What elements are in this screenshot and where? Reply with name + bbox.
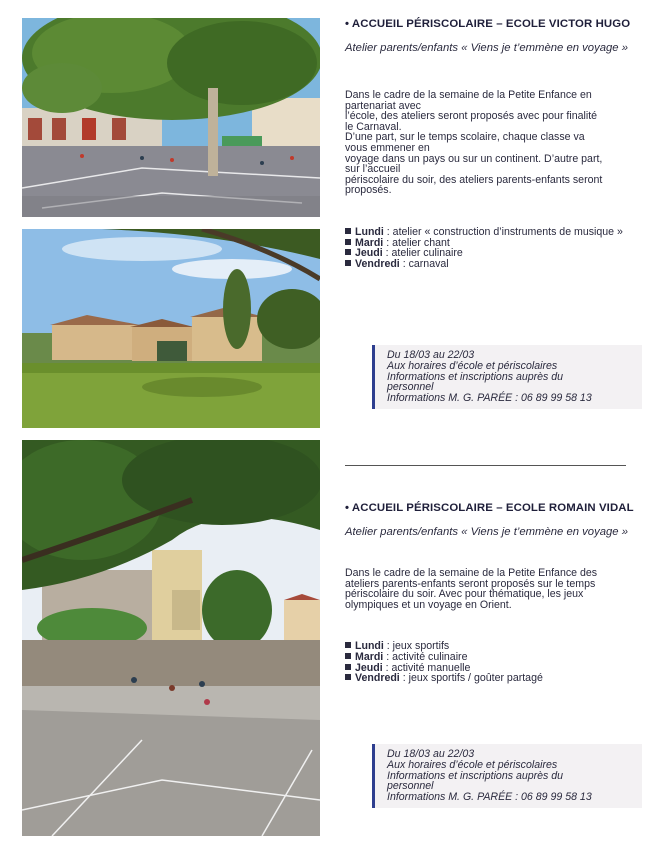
section-subtitle: Atelier parents/enfants « Viens je t’emmène en voyage »: [345, 526, 629, 538]
square-bullet-icon: [345, 664, 351, 670]
info-line: Aux horaires d’école et périscolaires: [387, 359, 558, 372]
description-line: D’une part, sur le temps scolaire, chaque classe va: [345, 131, 585, 144]
description-line: vous emmener en: [345, 141, 430, 154]
description-line: sur l’accueil: [345, 163, 401, 176]
square-bullet-icon: [345, 228, 351, 234]
square-bullet-icon: [345, 674, 351, 680]
list-item: Vendredi : carnaval: [345, 259, 643, 270]
description-line: partenariat avec: [345, 99, 421, 112]
courtyard-photo: [22, 440, 320, 836]
description-line: Dans le cadre de la semaine de la Petite Enfance en: [345, 89, 592, 101]
list-item: Mardi : atelier chant: [345, 238, 643, 249]
info-line: Informations et inscriptions auprès du: [387, 769, 564, 782]
info-box: [372, 744, 642, 808]
description: [345, 568, 643, 610]
section-title: • ACCUEIL PÉRISCOLAIRE – ECOLE VICTOR HUGO: [345, 18, 631, 30]
description-line: voyage dans un pays ou sur un continent. D’autre part,: [345, 152, 603, 165]
list-item: Vendredi : jeux sportifs / goûter partagé: [345, 673, 643, 684]
list-item: Lundi : atelier « construction d’instruments de musique »: [345, 227, 643, 238]
school-building-photo: [22, 229, 320, 428]
description-line: ateliers parents-enfants seront proposés sur le temps: [345, 577, 596, 590]
info-line: Aux horaires d’école et périscolaires: [387, 758, 558, 771]
list-item: Lundi : jeux sportifs: [345, 641, 643, 652]
square-bullet-icon: [345, 653, 351, 659]
description-line: périscolaire du soir. Avec pour thématique, les jeux: [345, 588, 584, 601]
section-title: • ACCUEIL PÉRISCOLAIRE – ECOLE ROMAIN VIDAL: [345, 502, 634, 514]
description-line: périscolaire du soir, des ateliers parents-enfants seront: [345, 173, 603, 186]
info-box: [372, 345, 642, 409]
section-romain-vidal: [345, 502, 643, 684]
schoolyard-photo: [22, 18, 320, 217]
square-bullet-icon: [345, 260, 351, 266]
description-line: proposés.: [345, 184, 392, 197]
info-dates: Du 18/03 au 22/03: [387, 748, 475, 760]
square-bullet-icon: [345, 249, 351, 255]
description-line: Dans le cadre de la semaine de la Petite Enfance des: [345, 567, 598, 579]
info-line: personnel: [387, 381, 434, 394]
schedule-list: [345, 641, 643, 683]
description: [345, 90, 643, 196]
section-divider: [345, 465, 626, 466]
square-bullet-icon: [345, 642, 351, 648]
list-item: Jeudi : activité manuelle: [345, 663, 643, 674]
info-dates: Du 18/03 au 22/03: [387, 349, 475, 361]
list-item: Jeudi : atelier culinaire: [345, 248, 643, 259]
info-line: personnel: [387, 780, 434, 793]
info-line: Informations et inscriptions auprès du: [387, 370, 564, 383]
description-line: l’école, des ateliers seront proposés avec pour finalité: [345, 110, 598, 123]
section-victor-hugo: [345, 18, 643, 269]
section-subtitle: Atelier parents/enfants « Viens je t’emmène en voyage »: [345, 42, 629, 54]
info-contact: Informations M. G. PARÉE : 06 89 99 58 13: [387, 392, 592, 405]
description-line: le Carnaval.: [345, 120, 402, 133]
schedule-list: [345, 227, 643, 269]
description-line: olympiques et un voyage en Orient.: [345, 598, 512, 611]
info-contact: Informations M. G. PARÉE : 06 89 99 58 13: [387, 791, 592, 804]
list-item: Mardi : activité culinaire: [345, 652, 643, 663]
square-bullet-icon: [345, 239, 351, 245]
